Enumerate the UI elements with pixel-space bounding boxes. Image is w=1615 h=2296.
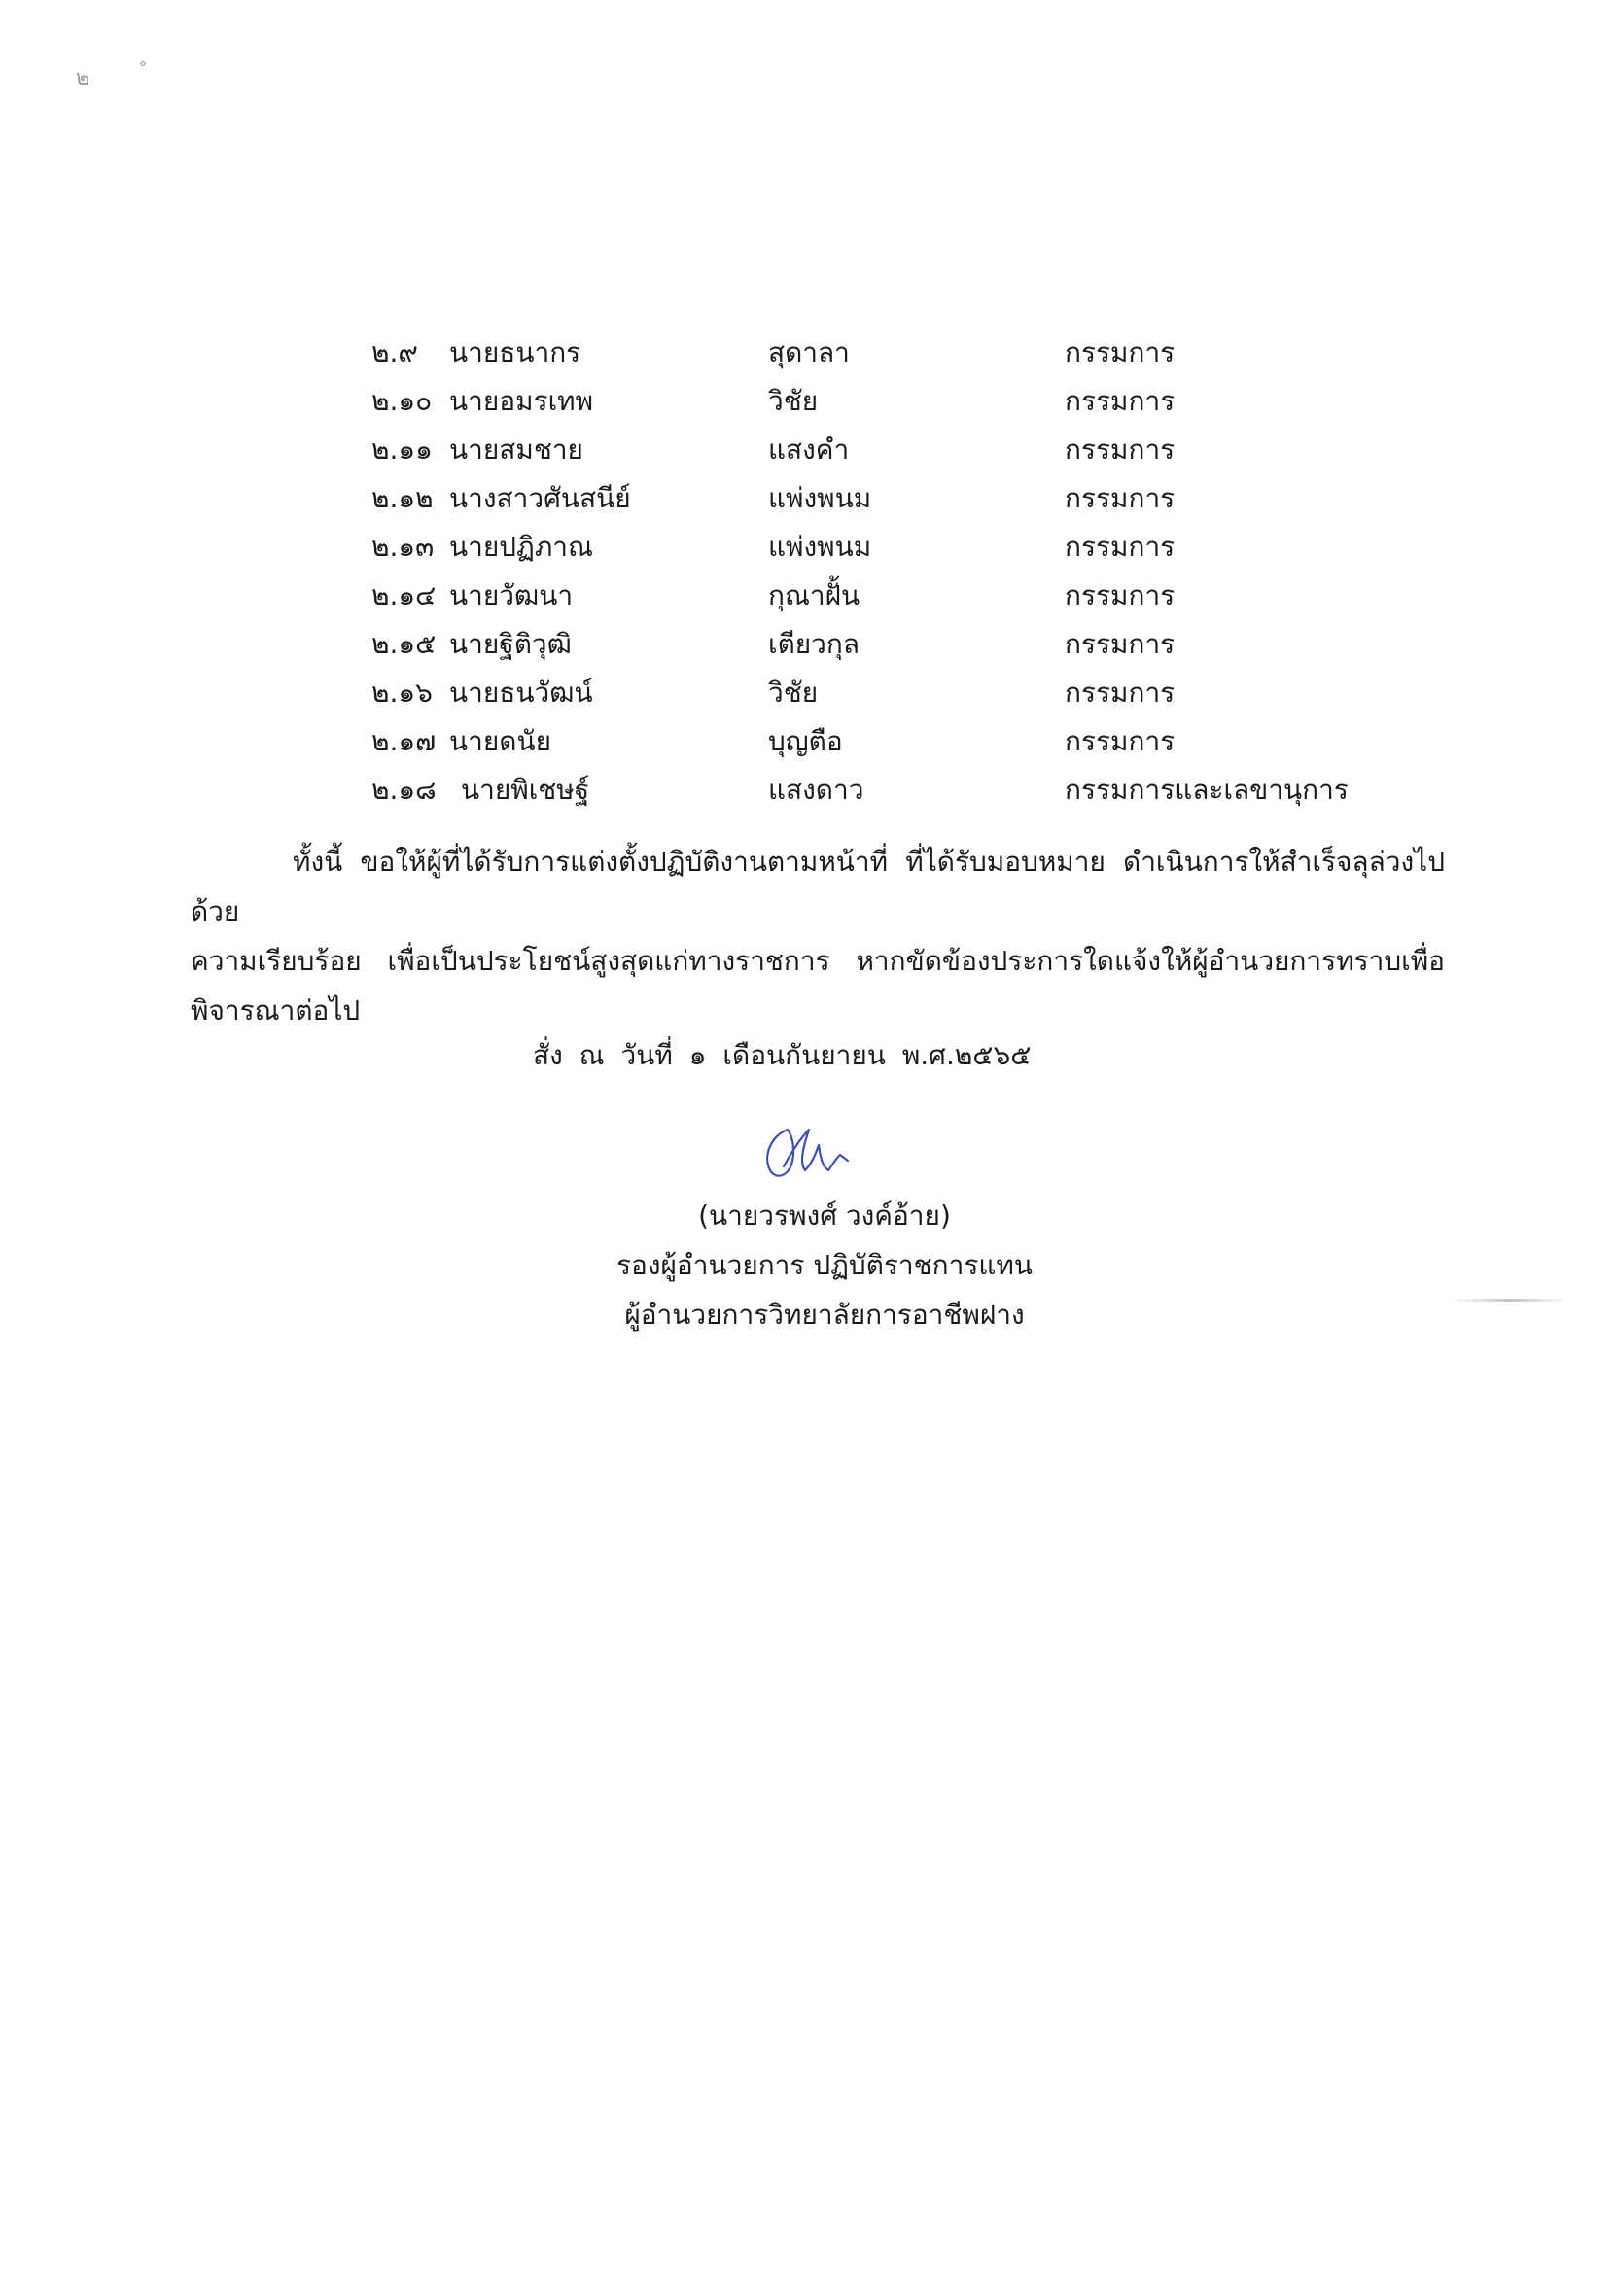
member-role: กรรมการ [1065, 628, 1176, 660]
page-number: ๒ [76, 66, 90, 90]
member-number: ๒.๑๐ [371, 385, 433, 417]
member-row [371, 329, 1373, 377]
member-row [371, 377, 1373, 426]
member-first-name: นายพิเชษฐ์ [461, 774, 590, 806]
paragraph-line-3: พิจารณาต่อไป [191, 994, 361, 1026]
member-last-name: วิชัย [768, 677, 819, 709]
member-role: กรรมการและเลขานุการ [1065, 774, 1349, 806]
member-role: กรรมการ [1065, 725, 1176, 757]
member-first-name: นายดนัย [449, 725, 551, 757]
member-role: กรรมการ [1065, 385, 1176, 417]
member-last-name: แสงดาว [768, 774, 864, 806]
member-number: ๒.๑๓ [371, 531, 435, 563]
handwritten-signature [755, 1116, 861, 1194]
member-role: กรรมการ [1065, 579, 1176, 611]
instruction-paragraph [191, 837, 1445, 1035]
signatory-position-2: ผู้อำนวยการวิทยาลัยการอาชีพฝาง [624, 1299, 1025, 1331]
member-number: ๒.๑๑ [371, 434, 433, 466]
signatory-position-1: รองผู้อำนวยการ ปฏิบัติราชการแทน [615, 1249, 1033, 1281]
member-first-name: นายปฏิภาณ [449, 531, 593, 563]
member-number: ๒.๑๒ [371, 482, 434, 514]
member-role: กรรมการ [1065, 531, 1176, 563]
member-first-name: นายฐิติวุฒิ [449, 628, 572, 660]
member-number: ๒.๑๖ [371, 677, 433, 709]
member-last-name: แสงคำ [768, 434, 850, 466]
member-row-secretary [371, 766, 1373, 815]
scan-mark [1452, 1299, 1568, 1302]
member-row [371, 426, 1373, 474]
member-first-name: นายธนากร [449, 336, 581, 368]
member-last-name: เตียวกุล [768, 628, 860, 660]
signatory-name: (นายวรพงศ์ วงค์อ้าย) [698, 1200, 951, 1232]
member-first-name: นายวัฒนา [449, 579, 574, 611]
member-role: กรรมการ [1065, 336, 1176, 368]
member-row [371, 523, 1373, 572]
order-date: สั่ง ณ วันที่ ๑ เดือนกันยายน พ.ศ.๒๕๖๕ [533, 1039, 1032, 1071]
member-row [371, 620, 1373, 669]
member-last-name: กุณาฝั้น [768, 579, 860, 611]
member-first-name: นายอมรเทพ [449, 385, 594, 417]
member-first-name: นายสมชาย [449, 434, 583, 466]
paragraph-line-2: ความเรียบร้อย เพื่อเป็นประโยชน์สูงสุดแก่ทางราชการ หากขัดข้องประการใดแจ้งให้ผู้อำนวยการทราบเพื่อ [191, 945, 1445, 977]
member-row [371, 474, 1373, 523]
member-row [371, 572, 1373, 620]
member-last-name: บุญตือ [768, 725, 843, 757]
page-mark-dot: ° [139, 58, 147, 77]
member-number: ๒.๑๘ [371, 774, 437, 806]
signatory-block [581, 1191, 1068, 1339]
member-role: กรรมการ [1065, 677, 1176, 709]
member-row [371, 669, 1373, 717]
member-row [371, 717, 1373, 766]
member-number: ๒.๙ [371, 336, 418, 368]
member-last-name: สุดาลา [768, 336, 850, 368]
member-number: ๒.๑๕ [371, 628, 437, 660]
member-first-name: นายธนวัฒน์ [449, 677, 593, 709]
member-last-name: แพ่งพนม [768, 482, 872, 514]
committee-member-list [371, 329, 1373, 815]
member-first-name: นางสาวศันสนีย์ [449, 482, 631, 514]
member-number: ๒.๑๗ [371, 725, 437, 757]
paragraph-line-1: ทั้งนี้ ขอให้ผู้ที่ได้รับการแต่งตั้งปฏิบัติงานตามหน้าที่ ที่ได้รับมอบหมาย ดำเนินการให้สำเร็จลุล่วงไปด้วย [191, 846, 1445, 927]
member-last-name: วิชัย [768, 385, 819, 417]
member-role: กรรมการ [1065, 482, 1176, 514]
member-role: กรรมการ [1065, 434, 1176, 466]
member-number: ๒.๑๔ [371, 579, 437, 611]
member-last-name: แพ่งพนม [768, 531, 872, 563]
